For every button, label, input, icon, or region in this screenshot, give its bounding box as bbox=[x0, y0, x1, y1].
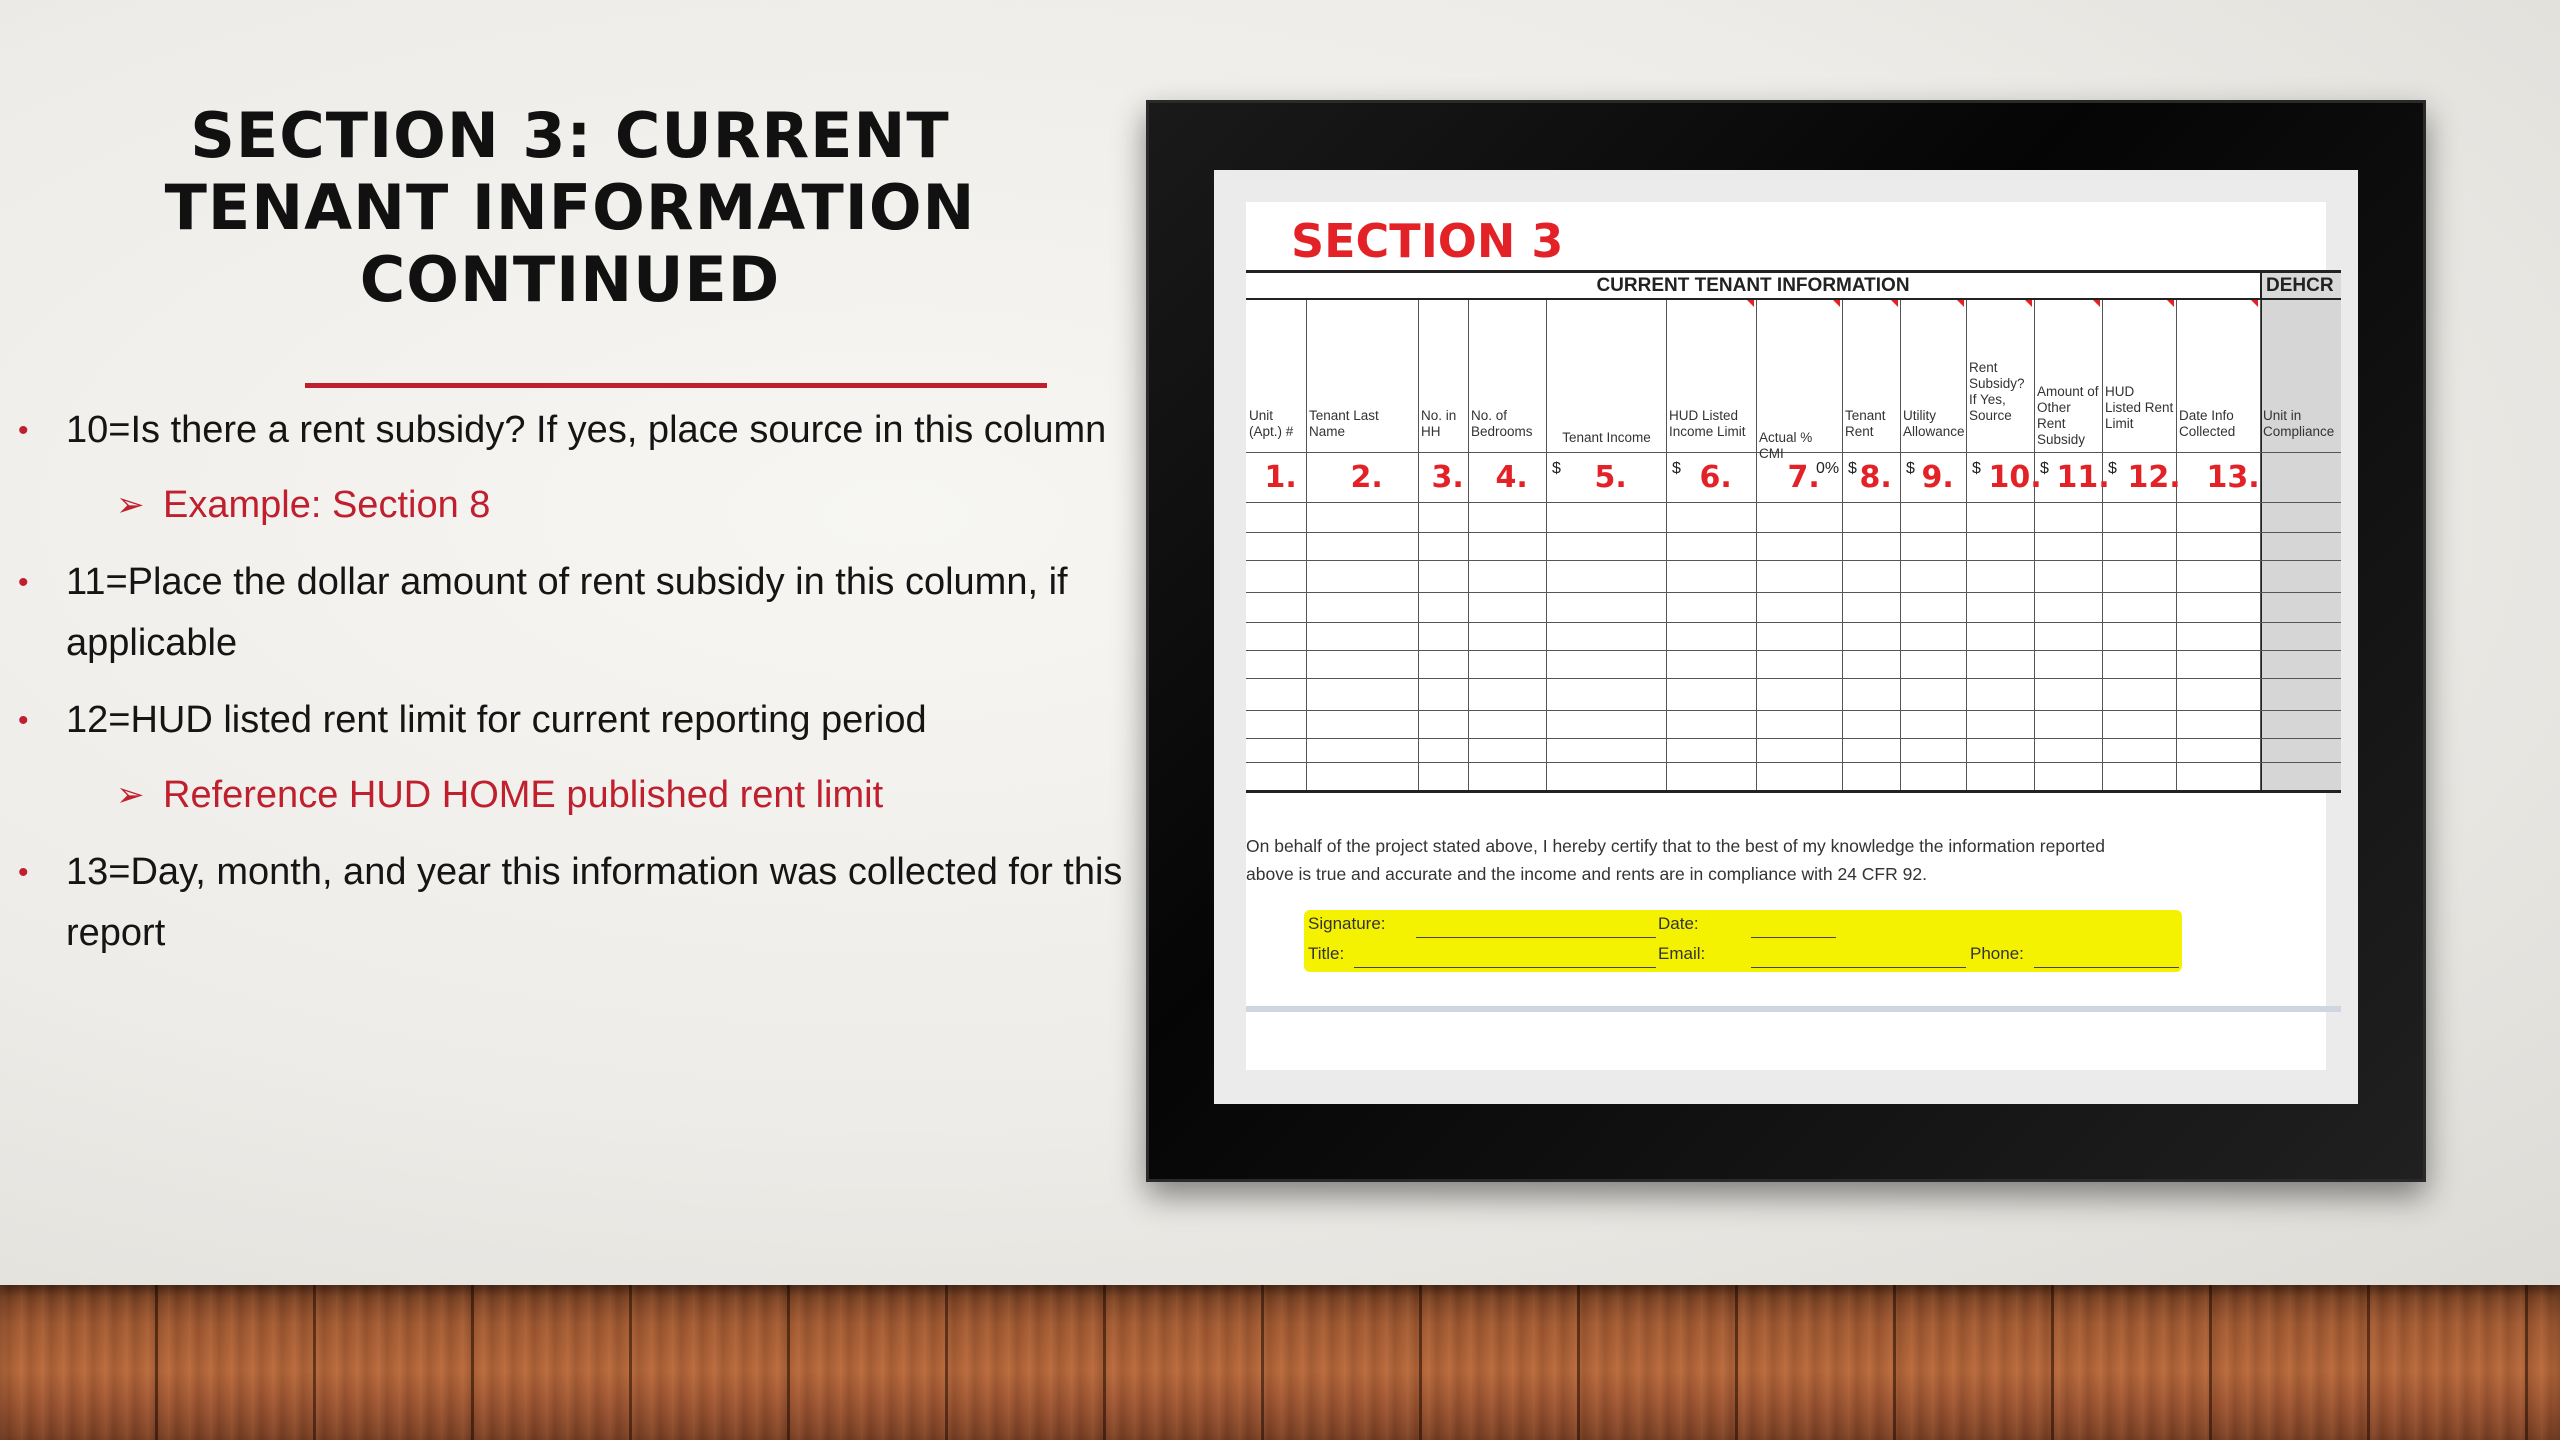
column-divider bbox=[1900, 300, 1901, 790]
wood-floor bbox=[0, 1285, 2560, 1440]
column-number: 10. bbox=[1988, 460, 2042, 495]
column-number: 1. bbox=[1264, 460, 1297, 495]
frame-mat bbox=[1214, 170, 2358, 1104]
row-divider bbox=[1246, 738, 2341, 739]
bullet-item bbox=[18, 552, 1138, 674]
column-header: Tenant Last Name bbox=[1309, 408, 1379, 439]
column-divider bbox=[1418, 300, 1419, 790]
comment-marker-icon bbox=[1833, 300, 1840, 307]
currency-symbol: $ bbox=[1552, 460, 1561, 477]
table-title: CURRENT TENANT INFORMATION bbox=[1246, 270, 2260, 301]
row-divider bbox=[1246, 502, 2341, 503]
column-number: 3. bbox=[1431, 460, 1464, 495]
column-number: 5. bbox=[1594, 460, 1627, 495]
bullet-item bbox=[18, 842, 1138, 964]
bullet-text: 10=Is there a rent subsidy? If yes, place source in this column bbox=[66, 409, 1107, 451]
currency-symbol: $ bbox=[2040, 460, 2049, 477]
form-section-title: SECTION 3 bbox=[1291, 214, 1564, 268]
sheet-bottom-rule bbox=[1246, 1006, 2341, 1012]
column-number: 4. bbox=[1495, 460, 1528, 495]
column-divider bbox=[1842, 300, 1843, 790]
comment-marker-icon bbox=[2167, 300, 2174, 307]
column-divider bbox=[1468, 300, 1469, 790]
certification-text: On behalf of the project stated above, I hereby certify that to the best of my knowledge the information reported above is true and accurate and the income and rents are in compliance with 24 CFR 92. bbox=[1246, 836, 2105, 884]
currency-symbol: $ bbox=[2108, 460, 2117, 477]
column-divider bbox=[1666, 300, 1667, 790]
column-divider bbox=[2102, 300, 2103, 790]
title-label: Title: bbox=[1308, 944, 1345, 963]
tenant-table bbox=[1246, 298, 2341, 793]
row-divider bbox=[1246, 560, 2341, 561]
form-screenshot bbox=[1246, 202, 2335, 1070]
bullet-dot: • bbox=[18, 704, 29, 737]
signature-highlight bbox=[1304, 910, 2182, 972]
sub-bullet-text: Example: Section 8 bbox=[163, 484, 491, 526]
column-number: 8. bbox=[1859, 460, 1892, 495]
bullet-dot: • bbox=[18, 414, 29, 447]
signature-label: Signature: bbox=[1308, 914, 1386, 933]
column-divider bbox=[1546, 300, 1547, 790]
bullet-text: 11=Place the dollar amount of rent subsidy in this column, if applicable bbox=[66, 561, 1068, 664]
column-number: 9. bbox=[1921, 460, 1954, 495]
comment-marker-icon bbox=[1957, 300, 1964, 307]
slide-title: SECTION 3: CURRENT TENANT INFORMATION CONTINUED bbox=[164, 99, 976, 316]
bullet-dot: • bbox=[18, 856, 29, 889]
column-header: HUD Listed Rent Limit bbox=[2105, 384, 2174, 431]
row-divider bbox=[1246, 622, 2341, 623]
column-header: No. of Bedrooms bbox=[1471, 408, 1533, 439]
column-header: Amount of Other Rent Subsidy bbox=[2037, 384, 2099, 447]
column-divider bbox=[1756, 300, 1757, 790]
email-line bbox=[1751, 967, 1966, 968]
signature-line bbox=[1416, 937, 1656, 938]
column-header: Date Info Collected bbox=[2179, 408, 2236, 439]
column-number: 6. bbox=[1699, 460, 1732, 495]
row-divider bbox=[1246, 710, 2341, 711]
email-label: Email: bbox=[1658, 944, 1706, 963]
column-number: 13. bbox=[2206, 460, 2260, 495]
comment-marker-icon bbox=[2251, 300, 2258, 307]
phone-label: Phone: bbox=[1970, 944, 2024, 963]
bullet-item bbox=[18, 690, 1138, 751]
picture-frame bbox=[1146, 100, 2426, 1182]
bullet-text: 13=Day, month, and year this information was collected for this report bbox=[66, 851, 1123, 954]
date-label: Date: bbox=[1658, 914, 1699, 933]
row-divider bbox=[1246, 532, 2341, 533]
row-divider bbox=[1246, 762, 2341, 763]
column-header: Tenant Income bbox=[1562, 430, 1651, 445]
column-header: Actual % CMI bbox=[1759, 430, 1813, 461]
comment-marker-icon bbox=[2025, 300, 2032, 307]
column-divider bbox=[1966, 300, 1967, 790]
column-divider bbox=[2176, 300, 2177, 790]
dehcr-column bbox=[2260, 300, 2341, 790]
sub-bullet-item bbox=[18, 765, 1138, 826]
currency-symbol: $ bbox=[1972, 460, 1981, 477]
bullet-text: 12=HUD listed rent limit for current reporting period bbox=[66, 699, 927, 741]
column-divider bbox=[1306, 300, 1307, 790]
currency-symbol: $ bbox=[1848, 460, 1857, 477]
sub-bullet-item bbox=[18, 475, 1138, 536]
column-header: No. in HH bbox=[1421, 408, 1457, 439]
comment-marker-icon bbox=[2093, 300, 2100, 307]
column-number: 12. bbox=[2127, 460, 2181, 495]
currency-symbol: $ bbox=[1672, 460, 1681, 477]
column-number: 7. bbox=[1787, 460, 1820, 495]
column-header: Rent Subsidy? If Yes, Source bbox=[1969, 360, 2025, 423]
bullet-dot: • bbox=[18, 566, 29, 599]
phone-line bbox=[2034, 967, 2179, 968]
column-divider bbox=[2260, 300, 2261, 790]
bullet-list bbox=[18, 400, 1138, 964]
date-line bbox=[1751, 937, 1836, 938]
percent-value: 0% bbox=[1816, 460, 1840, 477]
column-number: 11. bbox=[2056, 460, 2110, 495]
row-divider bbox=[1246, 650, 2341, 651]
comment-marker-icon bbox=[1891, 300, 1898, 307]
row-divider bbox=[1246, 678, 2341, 679]
comment-marker-icon bbox=[1747, 300, 1754, 307]
column-header: Unit in Compliance bbox=[2263, 408, 2335, 439]
column-header: Tenant Rent bbox=[1845, 408, 1886, 439]
row-divider bbox=[1246, 592, 2341, 593]
currency-symbol: $ bbox=[1906, 460, 1915, 477]
column-divider bbox=[2034, 300, 2035, 790]
dehcr-label: DEHCR bbox=[2260, 270, 2341, 298]
arrow-icon: ➢ bbox=[116, 486, 145, 524]
column-header: Utility Allowance bbox=[1903, 408, 1965, 439]
arrow-icon: ➢ bbox=[116, 776, 145, 814]
title-divider bbox=[305, 383, 1047, 388]
column-header: HUD Listed Income Limit bbox=[1669, 408, 1746, 439]
title-line bbox=[1354, 967, 1656, 968]
sub-bullet-text: Reference HUD HOME published rent limit bbox=[163, 774, 884, 816]
bullet-item bbox=[18, 400, 1138, 461]
column-header: Unit (Apt.) # bbox=[1249, 408, 1294, 439]
column-number: 2. bbox=[1350, 460, 1383, 495]
